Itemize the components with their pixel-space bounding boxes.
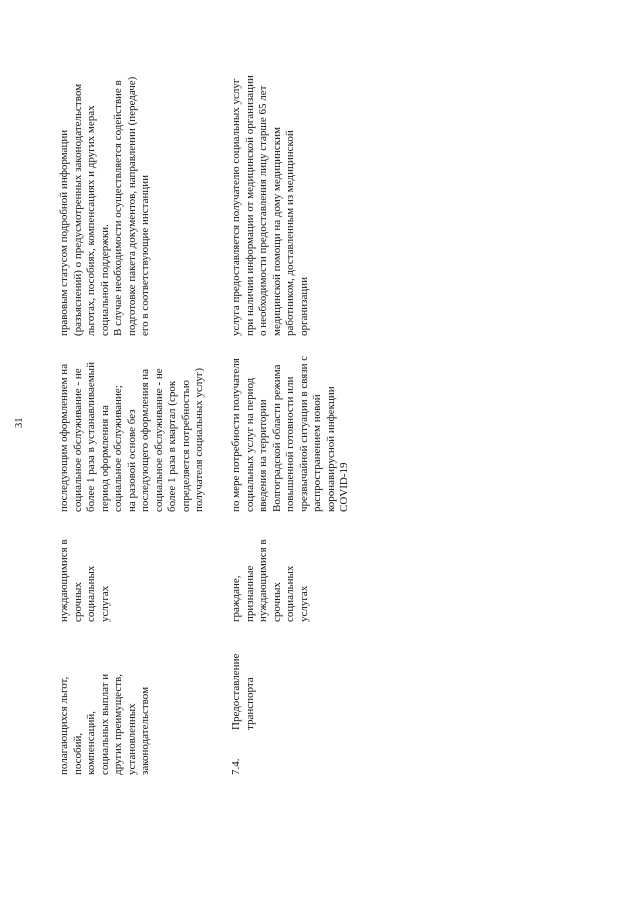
row-2-description: услуга предоставляется получателю социальных услуг при наличии информации от медицинской организации о необходимости предоставления лицу старше 65 лет медицинской помощи на дому медицинским работником, доставленным из медицинской организации (230, 75, 310, 336)
row-2-recipients: граждане, признанные нуждающимися в срочных социальных услугах (230, 539, 310, 622)
row-2-frequency: по мере потребности получателя социальных услуг на период введения на территории Волгоградской области режима повышенной готовности или чрезвычайной ситуации в связи с распространением новой коронавирусной инфекции COVID-19 (230, 355, 350, 512)
row-2-service-name: Предоставление транспорта (230, 653, 256, 730)
row-1-frequency: последующим оформлением на социальное обслуживание - не более 1 раза в устанавливаемый период оформления на социальное обслуживание; на разовой основе без последующего оформления на социальное обслуживание - не более 1 раза в квартал (срок определяется потребностью получателя социальных услуг) (58, 362, 205, 512)
row-1-description: правовым статусом подробной информации (разъяснений) о предусмотренных законодательством льготах, пособиях, компенсациях и других мерах социальной поддержки. В случае необходимости осуществляется содействие в подготовке пакета документов, направлении (передаче) его в соответствующие инстанции (58, 76, 151, 336)
row-1-benefits-text: полагающихся льгот, пособий, компенсаций, социальных выплат и других преимуществ, установленных законодательством (58, 673, 151, 775)
page-number: 31 (14, 417, 25, 428)
row-2-number: 7.4. (230, 758, 242, 775)
rotated-table (40, 5, 640, 870)
row-1-recipients: нуждающимися в срочных социальных услугах (58, 539, 111, 622)
